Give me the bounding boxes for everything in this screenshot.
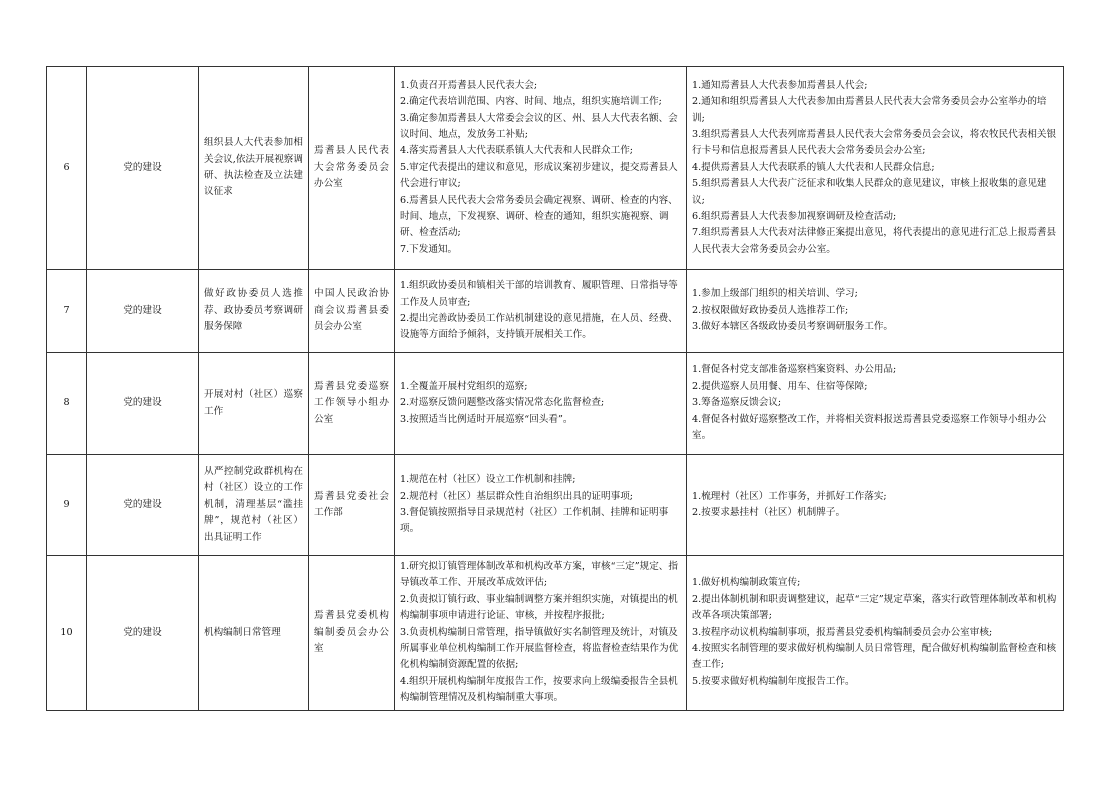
duty-item: 3.组织焉耆县人大代表列席焉耆县人民代表大会常务委员会会议，将农牧民代表相关银行卡号和信息报焉耆县人民代表大会常务委员会办公室; [692, 128, 1057, 157]
duty-item: 2.按权限做好政协委员人选推荐工作; [692, 304, 849, 316]
duty-table-body [47, 67, 1064, 711]
responsible-unit-cell: 焉耆县党委社会工作部 [309, 455, 395, 556]
duty-item: 2.按要求悬挂村（社区）机制牌子。 [692, 507, 846, 518]
task-cell: 从严控制党政群机构在村（社区）设立的工作机制，清理基层“滥挂牌”，规范村（社区）出具证明工作 [199, 455, 309, 556]
responsible-unit-cell: 中国人民政治协商会议焉耆县委员会办公室 [309, 270, 395, 353]
county-duties-cell [395, 67, 687, 270]
row-number-cell: 8 [47, 353, 87, 455]
duty-item: 2.提供巡察人员用餐、用车、住宿等保障; [692, 380, 868, 392]
table-row [47, 270, 1064, 353]
duty-item: 1.通知焉耆县人大代表参加焉耆县人代会; [692, 79, 868, 91]
duty-item: 7.组织焉耆县人大代表对法律修正案提出意见，将代表提出的意见进行汇总上报焉耆县人民代表大会常务委员会办公室。 [692, 227, 1057, 255]
table-row [47, 556, 1064, 711]
duty-item: 3.督促镇按照指导目录规范村（社区）工作机制、挂牌和证明事项。 [400, 507, 669, 535]
duty-item: 2.确定代表培训范围、内容、时间、地点，组织实施培训工作; [400, 96, 662, 108]
duty-item: 1.负责召开焉耆县人民代表大会; [400, 79, 538, 91]
category-cell: 党的建设 [87, 67, 199, 270]
duty-item: 1.梳理村（社区）工作事务，并抓好工作落实; [692, 490, 887, 502]
table-row [47, 353, 1064, 455]
duty-item: 1.做好机构编制政策宣传; [692, 577, 801, 589]
duty-item: 6.焉耆县人民代表大会常务委员会确定视察、调研、检查的内容、时间、地点，下发视察、调研、检查的通知，组织实施视察、调研、检查活动; [400, 194, 678, 239]
duty-item: 4.按照实名制管理的要求做好机构编制人员日常管理，配合做好机构编制监督检查和核查工作; [692, 643, 1057, 671]
duty-item: 4.提供焉耆县人大代表联系的镇人大代表和人民群众信息; [692, 161, 935, 173]
duty-item: 2.对巡察反馈问题整改落实情况常态化监督检查; [400, 397, 605, 409]
row-number-cell: 10 [47, 556, 87, 711]
duty-item: 5.审定代表提出的建议和意见，形成议案初步建议，提交焉耆县人代会进行审议; [400, 161, 678, 190]
duty-item: 3.筹备巡察反馈会议; [692, 397, 782, 409]
town-duties-cell [687, 270, 1064, 353]
duty-item: 1.研究拟订镇管理体制改革和机构改革方案，审核“三定”规定、指导镇改革工作、开展改革成效评估; [400, 561, 678, 589]
duty-item: 3.按照适当比例适时开展巡察“回头看”。 [400, 413, 573, 425]
duty-item: 1.督促各村党支部准备巡察档案资料、办公用品; [692, 364, 897, 376]
category-cell: 党的建设 [87, 455, 199, 556]
row-number-cell: 6 [47, 67, 87, 270]
duty-item: 1.组织政协委员和镇相关干部的培训教育、履职管理、日常指导等工作及人员审查; [400, 280, 678, 308]
county-duties-cell [395, 353, 687, 455]
duty-item: 2.规范村（社区）基层群众性自治组织出具的证明事项; [400, 490, 634, 502]
responsible-unit-cell: 焉耆县人民代表大会常务委员会办公室 [309, 67, 395, 270]
duty-item: 2.提出体制机制和职责调整建议，起草“三定”规定草案，落实行政管理体制改革和机构改革各项决策部署; [692, 593, 1057, 622]
duty-item: 5.组织焉耆县人大代表广泛征求和收集人民群众的意见建议，审核上报收集的意见建议; [692, 178, 1047, 206]
duty-item: 6.组织焉耆县人大代表参加视察调研及检查活动; [692, 211, 897, 223]
town-duties-cell [687, 67, 1064, 270]
category-cell: 党的建设 [87, 270, 199, 353]
duty-item: 3.确定参加焉耆县人大常委会会议的区、州、县人大代表名额、会议时间、地点，发放务工补贴; [400, 112, 678, 140]
town-duties-cell [687, 556, 1064, 711]
duty-item: 3.做好本辖区各级政协委员考察调研服务工作。 [692, 321, 894, 333]
row-number-cell: 9 [47, 455, 87, 556]
duty-item: 7.下发通知。 [400, 243, 458, 255]
duty-item: 2.提出完善政协委员工作站机制建设的意见措施，在人员、经费、设施等方面给予倾斜，支持镇开展相关工作。 [400, 313, 678, 341]
table-row [47, 67, 1064, 270]
duty-item: 3.负责机构编制日常管理，指导镇做好实名制管理及统计，对镇及所属事业单位机构编制工作开展监督检查，将监督检查结果作为优化机构编制资源配置的依据; [400, 626, 679, 671]
category-cell: 党的建设 [87, 556, 199, 711]
duty-item: 5.按要求做好机构编制年度报告工作。 [692, 675, 855, 687]
duty-item: 4.督促各村做好巡察整改工作，并将相关资料报送焉耆县党委巡察工作领导小组办公室。 [692, 413, 1047, 442]
duty-table [46, 66, 1064, 711]
task-cell: 做好政协委员人选推荐、政协委员考察调研服务保障 [199, 270, 309, 353]
task-cell: 机构编制日常管理 [199, 556, 309, 711]
duty-item: 1.参加上级部门组织的相关培训、学习; [692, 288, 858, 300]
table-row [47, 455, 1064, 556]
task-cell: 开展对村（社区）巡察工作 [199, 353, 309, 455]
duty-item: 4.组织开展机构编制年度报告工作，按要求向上级编委报告全县机构编制管理情况及机构编制重大事项。 [400, 675, 678, 704]
row-number-cell: 7 [47, 270, 87, 353]
duty-item: 1.全覆盖开展村党组织的巡察; [400, 380, 528, 392]
duty-item: 4.落实焉耆县人大代表联系镇人大代表和人民群众工作; [400, 145, 634, 157]
responsible-unit-cell: 焉耆县党委巡察工作领导小组办公室 [309, 353, 395, 455]
county-duties-cell [395, 455, 687, 556]
county-duties-cell [395, 270, 687, 353]
town-duties-cell [687, 455, 1064, 556]
responsible-unit-cell: 焉耆县党委机构编制委员会办公室 [309, 556, 395, 711]
category-cell: 党的建设 [87, 353, 199, 455]
duty-item: 2.负责拟订镇行政、事业编制调整方案并组织实施，对镇提出的机构编制事项申请进行论证、审核，并按程序报批; [400, 593, 678, 622]
duty-item: 3.按程序动议机构编制事项，报焉耆县党委机构编制委员会办公室审核; [692, 626, 993, 638]
duty-item: 2.通知和组织焉耆县人大代表参加由焉耆县人民代表大会常务委员会办公室举办的培训; [692, 96, 1047, 124]
duty-item: 1.规范在村（社区）设立工作机制和挂牌; [400, 474, 576, 486]
town-duties-cell [687, 353, 1064, 455]
task-cell: 组织县人大代表参加相关会议,依法开展视察调研、执法检查及立法建议征求 [199, 67, 309, 270]
county-duties-cell [395, 556, 687, 711]
